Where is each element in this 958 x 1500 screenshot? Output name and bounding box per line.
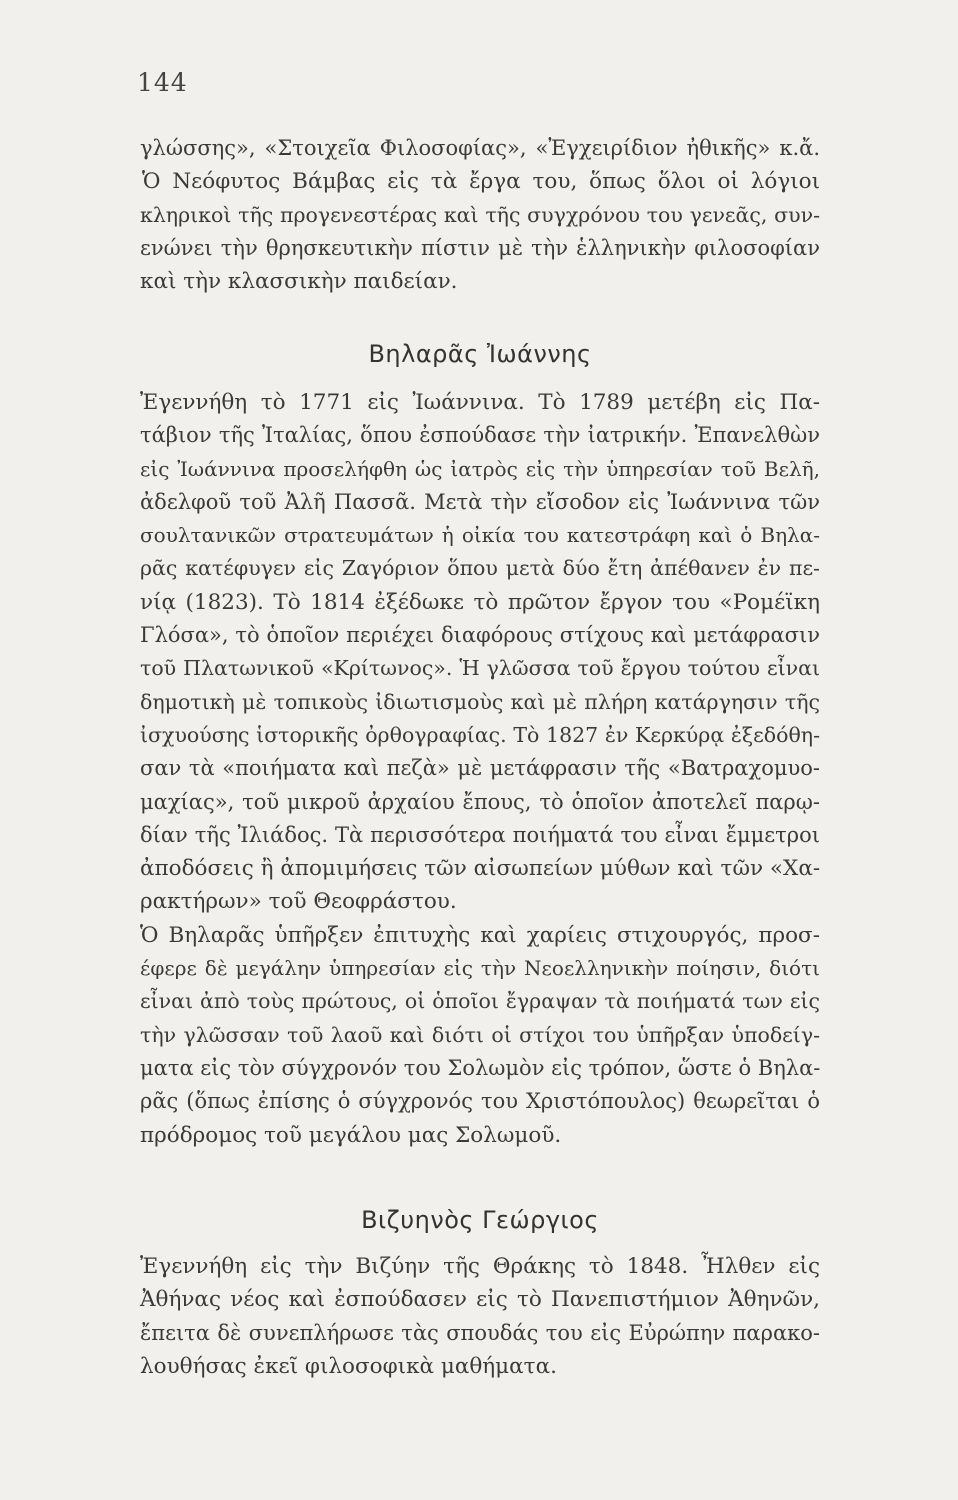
text-line: ρακτήρων» τοῦ Θεοφράστου. bbox=[140, 889, 457, 915]
vizyinos-paragraph bbox=[140, 1250, 820, 1383]
section-heading-vilaras: Βηλαρᾶς Ἰωάννης bbox=[368, 340, 592, 368]
text-line: ενώνει τὴν θρησκευτικὴν πίστιν μὲ τὴν ἑλληνικὴν φιλοσοφίαν bbox=[140, 235, 820, 260]
text-line: ἔπειτα δὲ συνεπλήρωσε τὰς σπουδάς του εἰς Εὐρώπην παρακο- bbox=[140, 1320, 820, 1345]
text-line: Ὁ Νεόφυτος Βάμβας εἰς τὰ ἔργα του, ὅπως ὅλοι οἱ λόγιοι bbox=[142, 169, 820, 195]
text-line: ἀποδόσεις ἢ ἀπομιμήσεις τῶν αἰσωπείων μύθων καὶ τῶν «Χα- bbox=[140, 856, 821, 882]
text-line: δημοτικὴ μὲ τοπικοὺς ἰδιωτισμοὺς καὶ μὲ πλήρη κατάργησιν τῆς bbox=[140, 689, 820, 714]
text-line: πρόδρομος τοῦ μεγάλου μας Σολωμοῦ. bbox=[140, 1122, 562, 1148]
page-number: 144 bbox=[137, 68, 188, 97]
text-line: τοῦ Πλατωνικοῦ «Κρίτωνος». Ἡ γλῶσσα τοῦ ἔργου τούτου εἶναι bbox=[140, 656, 820, 681]
text-line: έφερε δὲ μεγάλην ὑπηρεσίαν εἰς τὴν Νεοελληνικὴν ποίησιν, διότι bbox=[140, 956, 820, 981]
text-line: Ὁ Βηλαρᾶς ὑπῆρξεν ἐπιτυχὴς καὶ χαρίεις στιχουργός, προσ- bbox=[140, 922, 820, 948]
text-line: ρᾶς κατέφυγεν εἰς Ζαγόριον ὅπου μετὰ δύο ἔτη ἀπέθανεν ἐν πε- bbox=[140, 556, 820, 581]
text-line: εἰς Ἰωάννινα προσελήφθη ὡς ἰατρὸς εἰς τὴν ὑπηρεσίαν τοῦ Βελῆ, bbox=[140, 456, 820, 481]
section-heading-vizyinos: Βιζυηνὸς Γεώργιος bbox=[361, 1206, 599, 1234]
text-line: δίαν τῆς Ἰλιάδος. Τὰ περισσότερα ποιήματά του εἶναι ἔμμετροι bbox=[140, 822, 820, 847]
text-line: Ἀθήνας νέος καὶ ἐσπούδασεν εἰς τὸ Πανεπιστήμιον Ἀθηνῶν, bbox=[140, 1287, 820, 1313]
text-line: νίᾳ (1823). Τὸ 1814 ἐξέδωκε τὸ πρῶτον ἔργον του «Ρομέϊκη bbox=[140, 589, 820, 615]
text-line: Γλόσα», τὸ ὁποῖον περιέχει διαφόρους στίχους καὶ μετάφρασιν bbox=[140, 623, 820, 648]
text-line: σαν τὰ «ποιήματα καὶ πεζὰ» μὲ μετάφρασιν τῆς «Βατραχομυο- bbox=[140, 756, 820, 781]
text-line: καὶ τὴν κλασσικὴν παιδείαν. bbox=[140, 269, 458, 295]
text-line: τὴν γλῶσσαν τοῦ λαοῦ καὶ διότι οἱ στίχοι του ὑπῆρξαν ὑποδείγ- bbox=[140, 1022, 820, 1047]
vilaras-paragraphs bbox=[140, 386, 820, 1152]
text-line: ἰσχυούσης ἱστορικῆς ὀρθογραφίας. Τὸ 1827 ἐν Κερκύρᾳ ἐξεδόθη- bbox=[140, 722, 820, 747]
text-line: ἀδελφοῦ τοῦ Ἀλῆ Πασσᾶ. Μετὰ τὴν εἴσοδον εἰς Ἰωάννινα τῶν bbox=[140, 489, 820, 514]
intro-paragraph bbox=[140, 132, 820, 298]
text-line: λουθήσας ἐκεῖ φιλοσοφικὰ μαθήματα. bbox=[140, 1353, 557, 1379]
text-line: ρᾶς (ὅπως ἐπίσης ὁ σύγχρονός του Χριστόπουλος) θεωρεῖται ὁ bbox=[140, 1089, 820, 1114]
text-line: εἶναι ἀπὸ τοὺς πρώτους, οἱ ὁποῖοι ἔγραψαν τὰ ποιήματά των εἰς bbox=[140, 989, 820, 1014]
text-line: σουλτανικῶν στρατευμάτων ἡ οἰκία του κατεστράφη καὶ ὁ Βηλα- bbox=[140, 523, 820, 548]
text-line: ματα εἰς τὸν σύγχρονόν του Σολωμὸν εἰς τρόπον, ὥστε ὁ Βηλα- bbox=[140, 1055, 821, 1080]
text-line: μαχίας», τοῦ μικροῦ ἀρχαίου ἔπους, τὸ ὁποῖον ἀποτελεῖ παρῳ- bbox=[140, 789, 820, 814]
text-line: γλώσσης», «Στοιχεῖα Φιλοσοφίας», «Ἐγχειρίδιον ἠθικῆς» κ.ἄ. bbox=[140, 136, 820, 160]
text-line: Ἐγεννήθη τὸ 1771 εἰς Ἰωάννινα. Τὸ 1789 μετέβη εἰς Πα- bbox=[140, 390, 820, 415]
text-line: τάβιον τῆς Ἰταλίας, ὅπου ἐσπούδασε τὴν ἰατρικήν. Ἐπανελθὼν bbox=[140, 423, 820, 448]
text-line: κληρικοὶ τῆς προγενεστέρας καὶ τῆς συγχρόνου του γενεᾶς, συν- bbox=[140, 202, 820, 227]
text-line: Ἐγεννήθη εἰς τὴν Βιζύην τῆς Θράκης τὸ 1848. Ἦλθεν εἰς bbox=[140, 1254, 820, 1279]
